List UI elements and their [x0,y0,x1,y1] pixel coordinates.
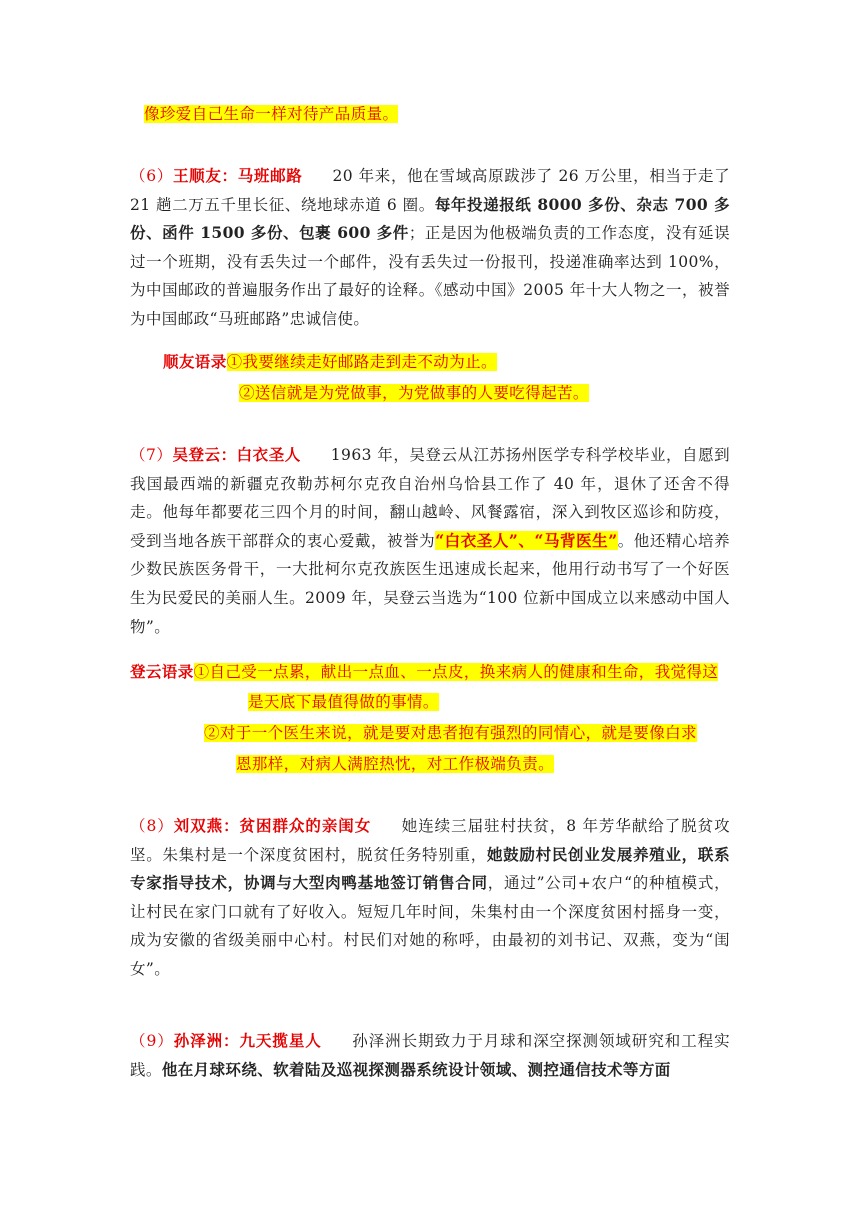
section-8-number: （8） [130,817,174,835]
section-7-text-1: 1963 年，吴登云从江苏扬州医学专科学校毕业，自愿到我国最西端的新疆克孜勒苏柯尔克孜自治州乌恰县工作了 40 年，退休了还舍不得走。他每年都要花三四个月的时间，翻山越岭、风餐露宿，深入到牧区巡诊和防疫，受到当地各族干部群众的衷心爱戴，被誉为 [130,446,731,550]
section-9-number: （9） [130,1032,174,1050]
section-7-quote-1-text-a: ①自己受一点累，献出一点血、一点皮，换来病人的健康和生命，我觉得这 [193,663,719,681]
section-8-text-1: 她连续三届驻村扶贫，8 年芳华献给了脱贫攻坚。朱集村是一个深度贫困村，脱贫任务特别重， [130,817,730,864]
section-7-quote-label: 登云语录 [130,662,194,681]
section-6-bold-text: 每年投递报纸 8000 多份、杂志 700 多份、函件 1500 多份、包裹 600 多件 [130,194,730,243]
section-6-quote-label: 顺友语录 [163,352,227,371]
section-6-name: 王顺友：马班邮路 [172,166,303,185]
section-8-bold-text: 她鼓励村民创业发展养殖业，联系专家指导技术，协调与大型肉鸭基地签订销售合同 [130,844,730,893]
section-6-title [130,166,302,185]
section-7-text-2: 。他还精心培养少数民族医务骨干，一大批柯尔克孜族医生迅速成长起来，他用行动书写了一个好医生为民爱民的美丽人生。2009 年，吴登云当选为“100 位新中国成立以来感动中国人物”。 [130,531,730,636]
section-9-paragraph [130,1027,730,1084]
section-6-quote-1 [163,349,497,375]
section-7-quote-2 [204,720,697,746]
intro-line [144,101,398,127]
section-7-quote-1 [130,659,718,685]
section-7-title [130,445,301,464]
section-7-quote-1-cont [248,689,439,715]
section-8-paragraph [130,812,730,984]
section-9-title [130,1031,322,1050]
section-6-quote-1-text: ①我要继续走好邮路走到走不动为止。 [226,353,497,371]
section-7-paragraph [130,441,730,641]
section-9-name: 孙泽洲：九天揽星人 [173,1031,322,1050]
section-8-title [130,816,371,835]
section-7-name: 吴登云：白衣圣人 [172,445,301,464]
section-7-quote-2-text-b: 恩那样，对病人满腔热忱，对工作极端负责。 [236,755,555,773]
intro-highlight: 像珍爱自己生命一样对待产品质量。 [144,105,399,123]
section-9-bold-text: 他在月球环绕、软着陆及巡视探测器系统设计领域、测控通信技术等方面 [161,1059,671,1079]
section-9-text-1: 孙泽洲长期致力于月球和深空探测领域研究和工程实践。 [130,1032,731,1079]
section-6-number: （6） [130,167,173,185]
section-7-highlight: “白衣圣人”、“马背医生” [435,530,618,550]
section-7-number: （7） [130,446,173,464]
section-6-quote-2-text: ②送信就是为党做事，为党做事的人要吃得起苦。 [239,384,589,402]
section-6-paragraph [130,162,730,334]
section-7-quote-1-text-b: 是天底下最值得做的事情。 [248,693,439,711]
section-8-text-2: ，通过”公司+农户“的种植模式，让村民在家门口就有了好收入。短短几年时间，朱集村由一个深度贫困村摇身一变，成为安徽的省级美丽中心村。村民们对她的称呼，由最初的刘书记、双燕，变为“闺女”。 [130,874,730,978]
section-7-quote-2-text-a: ②对于一个医生来说，就是要对患者抱有强烈的同情心，就是要像白求 [204,724,697,742]
section-6-text-1: 20 年来，他在雪域高原跋涉了 26 万公里，相当于走了 21 趟二万五千里长征、绕地球赤道 6 圈。 [130,167,731,214]
section-7-quote-2-cont [236,751,554,777]
section-8-name: 刘双燕：贫困群众的亲闺女 [173,816,372,835]
section-6-quote-2 [239,380,589,406]
section-6-text-2: ；正是因为他极端负责的工作态度，没有延误过一个班期，没有丢失过一个邮件，没有丢失过一份报刊，投递准确率达到 100%，为中国邮政的普遍服务作出了最好的诠释。《感动中国》2005 年十大人物之一，被誉为中国邮政“马班邮路”忠诚信使。 [130,224,730,328]
